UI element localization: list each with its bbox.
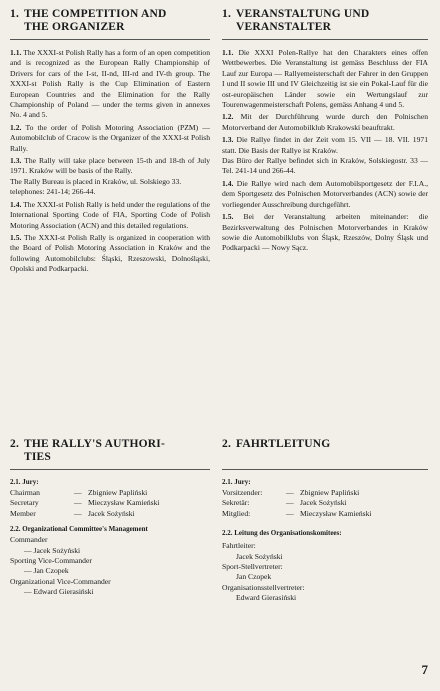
paragraph-text: The XXXI-st Polish Rally is held under the regulations of the International Sporting Code of FIA, Sporting Code of Polish Motoring Association (ACN) and this detailed regulations. [10, 199, 211, 230]
jury-row [222, 498, 428, 508]
jury-row [10, 488, 210, 498]
english-section-2 [10, 438, 210, 598]
paragraph-1-2 [10, 123, 210, 154]
org-vice-role: Organisationsstellvertreter: [222, 582, 305, 592]
section-2-heading-en [10, 438, 210, 464]
section-2-heading-de [222, 438, 428, 451]
divider [222, 469, 428, 470]
jury-row [222, 488, 428, 498]
dash: — [74, 508, 82, 518]
paragraph-number: 1.5. [222, 212, 234, 222]
paragraph-1-1 [10, 48, 210, 121]
divider [10, 39, 210, 40]
org-vice-name: — Edward Gierasiński [24, 587, 94, 597]
dash: — [74, 488, 82, 497]
rally-bureau-address: Das Büro der Rallye befindet sich in Kraków, Solskiegostr. 33 — Tel. 241-14 und 266-44. [222, 156, 428, 176]
paragraph-1-1 [222, 48, 428, 110]
paragraph-text: Die XXXI Polen-Rallye hat den Charakters eines offen Wettbewerbes. Die Veranstaltung ist gemäss Beschluss der FIA Lauf zur Europa — Rallyemeisterschaft der Fahrer in den Gruppen I und II sowie III und IV Gleichzeitig ist sie ein Pokal-Lauf für die ost-europäischen Länder sowie ein Wertungslauf zur Tourenwagenmeisterschaft Polens, gemäss Anhang 4 und 5. [222, 48, 428, 110]
paragraph-text: Die Rallye wird nach dem Automobilsportgesetz der F.I.A., dem Sportgesetz des Polnischen Motorverbandes (ACN) sowie der vorliegender Ausschreibung durchgeführt. [222, 178, 428, 209]
heading-line: TIES [24, 451, 52, 463]
paragraph-1-4 [10, 200, 210, 231]
jury-role: Member [10, 508, 36, 518]
dash: — [286, 498, 294, 508]
commander-name: Jacek Sożyński [236, 551, 283, 561]
section-number: 2. [10, 438, 20, 450]
paragraph-1-2 [222, 112, 428, 133]
paragraph-text: The XXXI-st Polish Rally has a form of an open competition and is recognized as the European Rally Championship of Drivers for cars of the I-st, II-nd, III-rd and IV-th group. The XXXI-st Polish Rally is the Cup Elimination of Eastern European Countries and the Elimination for the Rally Championship of Poland — under the terms given in annexes No. 4 and 5. [10, 48, 210, 120]
divider [10, 469, 210, 470]
paragraph-number: 1.1. [10, 48, 22, 57]
paragraph-1-3 [10, 156, 210, 177]
jury-label: 2.1. Jury: [10, 478, 39, 486]
paragraph-1-4 [222, 179, 428, 210]
paragraph-number: 1.5. [10, 232, 22, 242]
jury-row [222, 509, 428, 519]
paragraph-1-5 [222, 212, 428, 254]
paragraph-text: To the order of Polish Motoring Association (PZM) — Automobilclub of Cracow is the Organizer of the XXXI-st Polish Rally. [10, 122, 210, 153]
jury-name: Jacek Sożyński [88, 508, 135, 518]
paragraph-number: 1.3. [222, 135, 234, 145]
sporting-vice-name: — Jan Czopek [24, 566, 69, 576]
section-number: 2. [222, 438, 232, 450]
section-1-heading-en [10, 8, 210, 34]
jury-row [10, 509, 210, 519]
paragraph-text: Mit der Durchführung wurde durch den Polnischen Motorverband der Automobilklub Krakowski beauftrakt. [222, 112, 428, 132]
section-number: 1. [10, 8, 20, 20]
commander-role: Commander [10, 535, 48, 545]
org-vice-role: Organizational Vice-Commander [10, 576, 111, 586]
jury-row [10, 498, 210, 508]
jury-name: Zbigniew Papliński [88, 488, 148, 497]
paragraph-number: 1.1. [222, 48, 234, 57]
english-column [10, 8, 210, 277]
committee-label: 2.2. Organizational Committee's Management [10, 525, 148, 534]
commander-role: Fahrtleiter: [222, 541, 256, 551]
sporting-vice-name: Jan Czopek [236, 572, 272, 582]
jury-name: Mieczysław Kamieński [300, 508, 372, 518]
paragraph-1-3 [222, 135, 428, 156]
org-vice-name: Edward Gierasiński [236, 593, 297, 603]
heading-line: THE ORGANIZER [24, 21, 125, 33]
paragraph-text: The XXXI-st Polish Rally is organized in cooperation with the Board of Polish Motoring Association in Kraków and the following Automobilclubs: Śląski, Rzeszowski, Dolnośląski, Opolski and Podkarpacki. [10, 232, 210, 274]
jury-name: Mieczysław Kamieński [88, 498, 160, 508]
paragraph-text: Die Rallye findet in der Zeit vom 15. VII — 18. VII. 1971 statt. Die Basis der Rallye ist Kraków. [222, 135, 428, 155]
heading-line: VERANSTALTUNG UND [236, 8, 370, 20]
section-number: 1. [222, 8, 232, 20]
paragraph-number: 1.4. [222, 178, 234, 188]
jury-name: Zbigniew Papliński [300, 488, 360, 497]
german-column [222, 8, 428, 256]
jury-role: Mitglied: [222, 508, 251, 518]
heading-line: FAHRTLEITUNG [236, 438, 331, 450]
rally-bureau-address: The Rally Bureau is placed in Kraków, ul. Solskiego 33. [10, 176, 182, 186]
heading-line: THE RALLY'S AUTHORI- [24, 438, 165, 450]
dash: — [286, 488, 294, 497]
paragraph-text: The Rally will take place between 15-th and 18-th of July 1971. Kraków will be basis of the Rally. [10, 156, 211, 176]
paragraph-1-5 [10, 233, 210, 275]
jury-role: Vorsitzender: [222, 488, 263, 497]
jury-role: Secretary [10, 498, 39, 508]
page-number: 7 [421, 662, 428, 677]
german-section-2 [222, 438, 428, 604]
sporting-vice-role: Sporting Vice-Commander [10, 556, 92, 566]
rally-telephones: telephones: 241-14; 266-44. [10, 187, 96, 197]
dash: — [286, 508, 294, 518]
jury-label: 2.1. Jury: [222, 478, 251, 486]
paragraph-number: 1.3. [10, 156, 22, 166]
paragraph-text: Bei der Veranstaltung arbeiten miteinander: die Bezirksverwaltung des Polnischen Motorverbandes in Kraków sowie die Automobilklubs von Śląsk, Rzeszów, Dolny Śląsk und Podkarpacki — Nowy Sącz. [222, 212, 428, 253]
paragraph-number: 1.4. [10, 199, 22, 209]
section-1-heading-de [222, 8, 428, 34]
heading-line: VERANSTALTER [236, 21, 332, 33]
commander-name: — Jacek Sożyński [24, 545, 81, 555]
jury-role: Sekretär: [222, 498, 250, 508]
sporting-vice-role: Sport-Stellvertreter: [222, 562, 283, 572]
divider [222, 39, 428, 40]
jury-role: Chairman [10, 488, 40, 497]
jury-name: Jacek Sożyński [300, 498, 347, 508]
heading-line: THE COMPETITION AND [24, 8, 167, 20]
paragraph-number: 1.2. [222, 112, 234, 122]
paragraph-number: 1.2. [10, 122, 22, 132]
dash: — [74, 498, 82, 508]
committee-label: 2.2. Leitung des Organisationskomitees: [222, 529, 342, 538]
